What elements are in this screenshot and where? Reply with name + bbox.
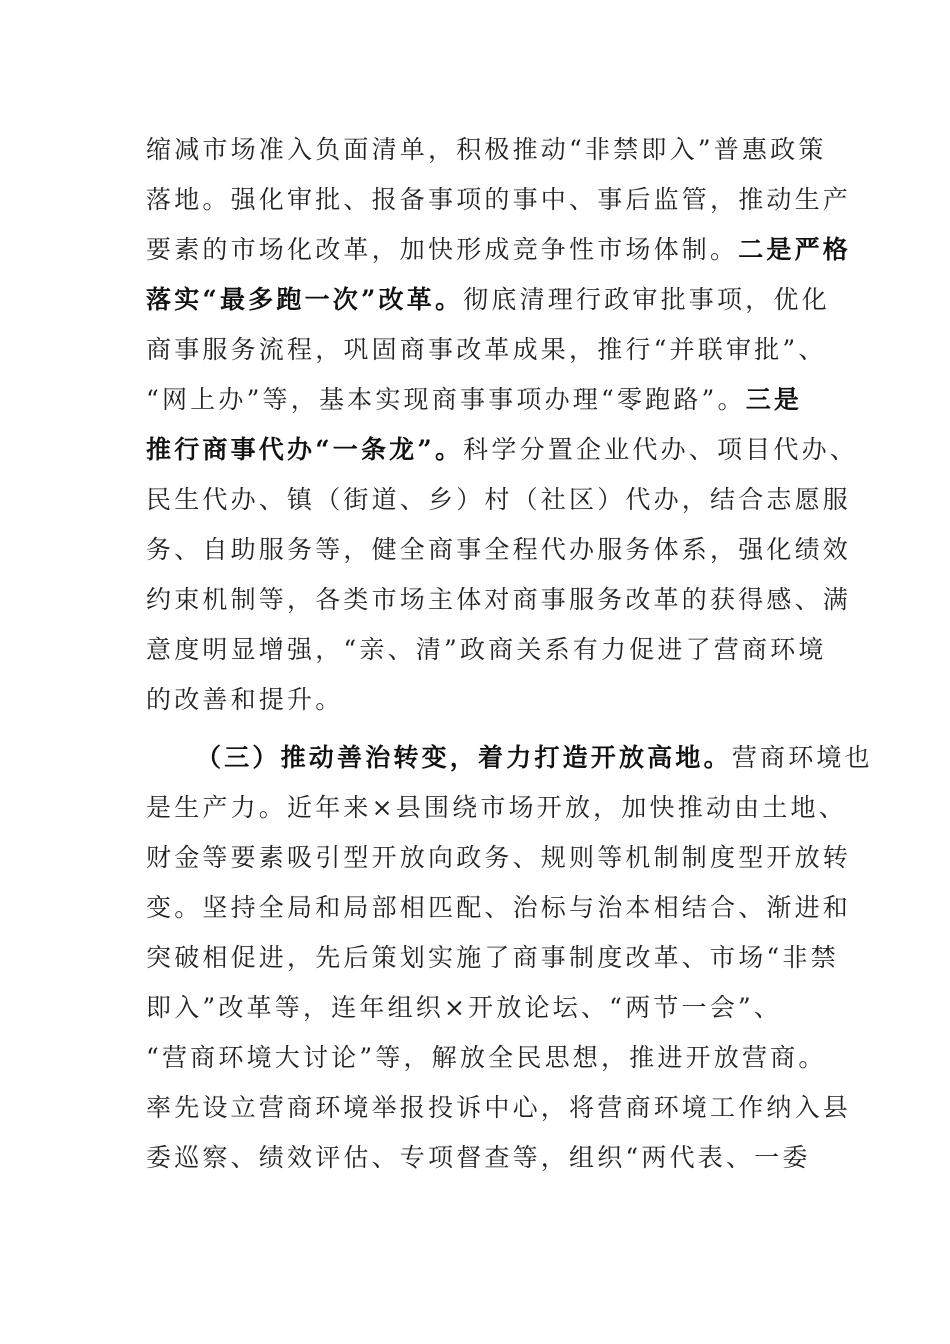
text-line-19	[146, 1040, 827, 1076]
text-line-12	[146, 682, 343, 718]
text-line-10	[146, 582, 851, 618]
text-line-5	[146, 332, 827, 368]
text-segment: 约束机制等，各类市场主体对商事服务改革的获得感、满	[146, 585, 852, 614]
section-heading: （三）推动善治转变，着力打造开放高地。	[196, 743, 732, 772]
text-segment: 财金等要素吸引型开放向政务、规则等机制制度型开放转	[146, 843, 852, 872]
text-line-8	[146, 482, 851, 518]
text-line-1	[146, 132, 827, 168]
text-segment: 缩减市场准入负面清单，积极推动“非禁即入”普惠政策	[146, 135, 827, 164]
text-segment: 意度明显增强，“亲、清”政商关系有力促进了营商环境	[146, 635, 827, 664]
text-segment: 是生产力。近年来×县围绕市场开放，加快推动由土地、	[146, 793, 847, 822]
text-segment: 突破相促进，先后策划实施了商事制度改革、市场“非禁	[146, 943, 839, 972]
text-line-14	[146, 790, 847, 826]
text-line-18	[146, 990, 782, 1026]
bold-heading-segment: 三是	[745, 385, 803, 414]
bold-heading-segment: 落实“最多跑一次”改革。	[146, 285, 464, 314]
text-segment: 即入”改革等，连年组织×开放论坛、“两节一会”、	[146, 993, 783, 1022]
text-line-2	[146, 182, 851, 218]
text-line-7	[146, 432, 858, 468]
bold-heading-segment: 推行商事代办“一条龙”。	[146, 435, 464, 464]
text-segment: 彻底清理行政审批事项，优化	[463, 285, 830, 314]
text-line-4	[146, 282, 830, 318]
text-line-3	[146, 232, 851, 268]
text-line-6	[146, 382, 802, 418]
text-segment: 率先设立营商环境举报投诉中心，将营商环境工作纳入县	[146, 1093, 852, 1122]
bold-heading-segment: 二是严格	[738, 235, 852, 264]
text-segment: 科学分置企业代办、项目代办、	[463, 435, 858, 464]
text-segment: 委巡察、绩效评估、专项督查等，组织“两代表、一委	[146, 1143, 811, 1172]
text-line-15	[146, 840, 851, 876]
text-segment: “营商环境大讨论”等，解放全民思想，推进开放营商。	[146, 1043, 827, 1072]
text-segment: 营商环境也	[731, 743, 873, 772]
text-segment: 商事服务流程，巩固商事改革成果，推行“并联审批”、	[146, 335, 827, 364]
text-segment: 民生代办、镇（街道、乡）村（社区）代办，结合志愿服	[146, 485, 852, 514]
text-segment: 变。坚持全局和局部相匹配、治标与治本相结合、渐进和	[146, 893, 852, 922]
text-line-20	[146, 1090, 851, 1126]
text-segment: 的改善和提升。	[146, 685, 344, 714]
text-line-17	[146, 940, 839, 976]
text-line-13	[196, 740, 873, 776]
text-segment: 落地。强化审批、报备事项的事中、事后监管，推动生产	[146, 185, 852, 214]
text-segment: “网上办”等，基本实现商事事项办理“零跑路”。	[146, 385, 746, 414]
text-line-16	[146, 890, 851, 926]
text-line-21	[146, 1140, 811, 1176]
text-line-9	[146, 532, 851, 568]
text-segment: 要素的市场化改革，加快形成竞争性市场体制。	[146, 235, 739, 264]
text-segment: 务、自助服务等，健全商事全程代办服务体系，强化绩效	[146, 535, 852, 564]
text-line-11	[146, 632, 827, 668]
